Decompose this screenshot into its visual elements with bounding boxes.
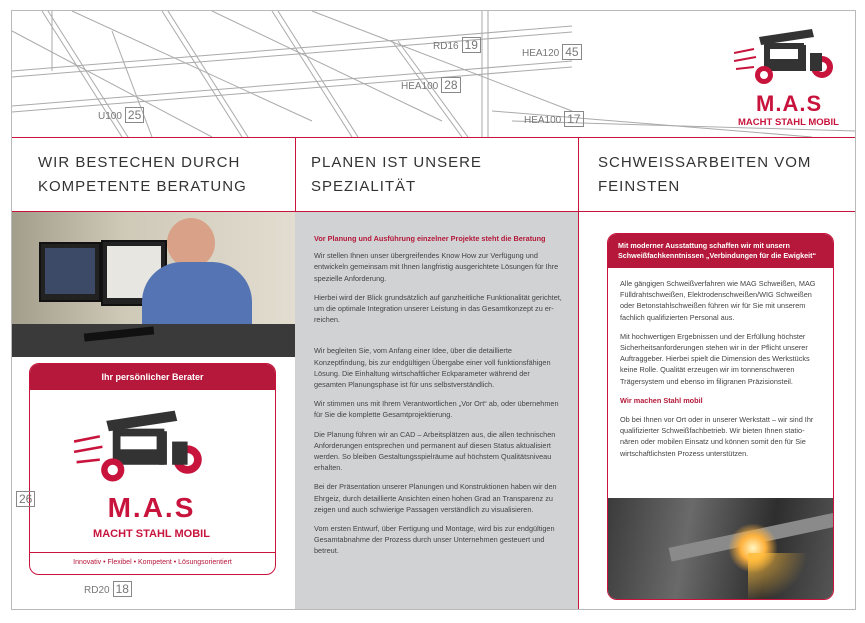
planning-lead: Vor Planung und Ausführung einzelner Projekte steht die Beratung bbox=[314, 234, 546, 243]
truck-logo-icon bbox=[734, 27, 844, 89]
welding-text bbox=[608, 268, 833, 459]
planning-paragraph: Bei der Präsentation unserer Planungen und Konstruktionen haben wir den Ehrgeiz, durch detaillierte Ansichten einen hohen Grad an Transparenz zu zeigen und auch schwierige Passagen verständlich zu visualisieren. bbox=[314, 482, 557, 514]
truck-logo-icon bbox=[70, 408, 220, 488]
planning-paragraph: Die Planung führen wir an CAD – Arbeitsplätzen aus, die allen technischen Anforderungen entsprechen und permanent auf diesen Status aktualisiert werden. So bleiben Gestaltungsspielräume auf höchstem Qualitätsniveau erhalten. bbox=[314, 429, 556, 473]
welding-photo bbox=[608, 498, 833, 599]
welding-paragraph: Mit hochwertigen Ergebnissen und der Erfüllung höchster Sicherheitsanforderungen stehen wir in der Pflicht unserer Auftraggeber. Hierbei spielt die Dimension des Werkstücks keine Rolle. Qualität erzeugen wir im tonnenschweren Trägersystem und ebenso im filigranen Präzisionsteil. bbox=[620, 331, 810, 386]
welding-subheading: Wir machen Stahl mobil bbox=[620, 395, 703, 405]
headline-consulting: WIR BESTECHEN DURCH KOMPETENTE BERATUNG bbox=[38, 154, 247, 195]
welding-box bbox=[607, 233, 834, 600]
brochure-page bbox=[11, 10, 856, 610]
logo-name: M.A.S bbox=[756, 91, 823, 116]
header-logo bbox=[722, 19, 847, 131]
welding-box-title: Mit moderner Ausstattung schaffen wir mit unsern Schweißfachkenntnissen „Verbindungen für die Ewigkeit“ bbox=[608, 234, 833, 268]
planning-text bbox=[314, 233, 562, 565]
advisor-photo bbox=[12, 212, 295, 357]
advisor-logo bbox=[30, 390, 275, 552]
monitor-left bbox=[39, 242, 101, 302]
planning-paragraph: Wir stimmen uns mit Ihrem Verantwortlichen „Vor Ort“ ab, oder übernehmen für Sie die komplette Gesamtprojektierung. bbox=[314, 399, 559, 420]
drawing-tag: 26 bbox=[13, 491, 35, 507]
drawing-tag: HEA120 45 bbox=[522, 44, 582, 60]
headline-planning: PLANEN IST UNSERE SPEZIALITÄT bbox=[311, 154, 482, 195]
advisor-box bbox=[29, 363, 276, 575]
drawing-tag: HEA100 28 bbox=[401, 77, 461, 93]
drawing-tag: RD20 18 bbox=[84, 581, 132, 597]
drawing-tag: RD16 19 bbox=[433, 37, 481, 53]
welding-paragraph: Alle gängigen Schweißverfahren wie MAG Schweißen, MAG Fülldrahtschweißen, Elektrodenschweißen/WIG Schweißen oder Betonstahlschweißen führen wir für Sie mit unserem fachlich qualifizierten Personal aus. bbox=[620, 279, 816, 322]
logo-tagline: MACHT STAHL MOBIL bbox=[738, 117, 839, 128]
spark-stream bbox=[748, 553, 808, 599]
advisor-title: Ihr persönlicher Berater bbox=[30, 364, 275, 390]
logo-tagline: MACHT STAHL MOBIL bbox=[93, 528, 210, 540]
planning-paragraph: Wir stellen Ihnen unser übergreifendes Know How zur Verfügung und entwickeln gemeinsam mit Ihnen langfristig ausgerichtete Lösungen für Ihre spezielle Anforderung. bbox=[314, 251, 559, 283]
planning-paragraph: Wir begleiten Sie, vom Anfang einer Idee, über die detaillierte Konzeptfindung, bis zur endgültigen Übergabe einer voll funktionsfähigen Lösung. Die Einhaltung wirtschaftlicher Eckparameter während der gesamten Planungsphase ist für uns selbstverständlich. bbox=[314, 346, 551, 390]
column-divider bbox=[578, 137, 579, 609]
logo-name: M.A.S bbox=[107, 492, 196, 523]
headline-welding: SCHWEISSARBEITEN VOM FEINSTEN bbox=[598, 154, 812, 195]
divider-line bbox=[12, 137, 855, 138]
values-line: Innovativ • Flexibel • Kompetent • Lösungsorientiert bbox=[30, 552, 275, 573]
drawing-tag: HEA100 17 bbox=[524, 111, 584, 127]
technical-drawing-band bbox=[12, 11, 855, 137]
person bbox=[167, 218, 215, 268]
welding-paragraph: Ob bei Ihnen vor Ort oder in unserer Werkstatt – wir sind Ihr qualifizierter Schweißfachbetrieb. Wir bieten Ihnen statio-nären oder mobilen Einsatz und können somit den für Sie wirtschaftlichsten Prozess unterstützen. bbox=[620, 415, 814, 458]
planning-paragraph: Vom ersten Entwurf, über Fertigung und Montage, wird bis zur endgültigen Gesamtabnahme der Prozess durch unser Unternehmen gesteuert und betreut. bbox=[314, 524, 555, 556]
drawing-tag: U100 25 bbox=[98, 107, 144, 123]
planning-paragraph: Hierbei wird der Blick grundsätzlich auf ganzheitliche Funktionalität gerichtet, um die optimale Integration unserer Leistung in das Gesamtkonzept zu er-reichen. bbox=[314, 292, 562, 325]
